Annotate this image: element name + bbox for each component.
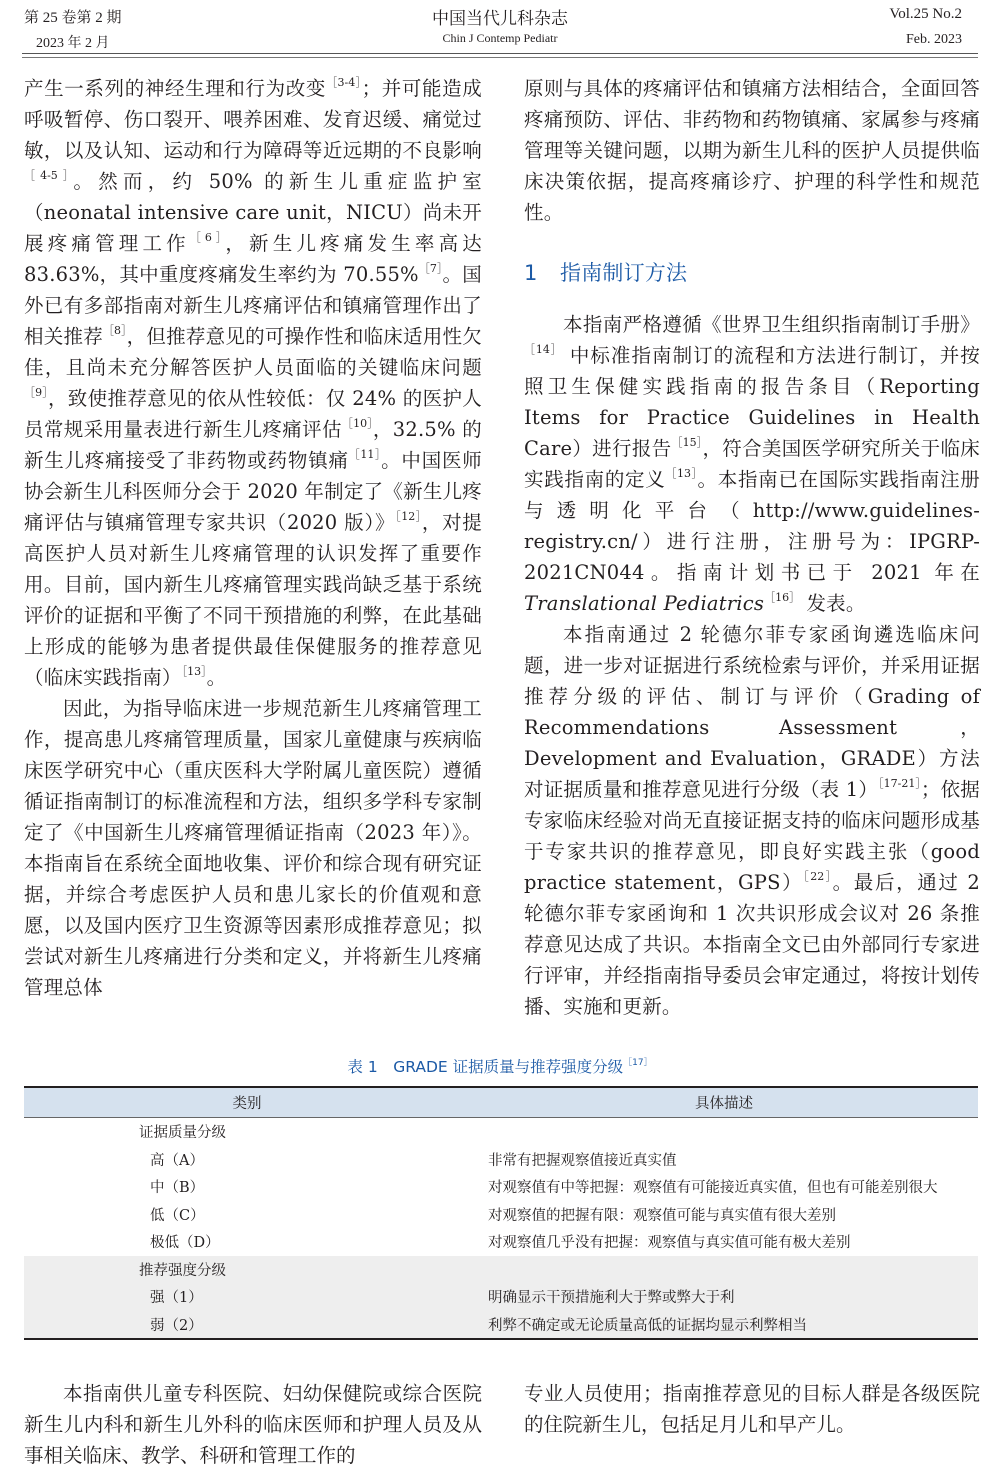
citation: ［22］ <box>803 870 833 883</box>
bottom-left-column <box>24 1378 482 1471</box>
grade-label: 弱（2） <box>24 1311 470 1340</box>
grade-label: 强（1） <box>24 1283 470 1311</box>
paragraph <box>524 309 980 619</box>
citation: ［6］ <box>189 231 226 244</box>
header-date-en: Feb. 2023 <box>906 32 962 47</box>
journal-title-en: Chin J Contemp Pediatr <box>442 31 558 45</box>
text-run: 本指南通过 2 轮德尔菲专家函询遴选临床问题，进一步对证据进行系统检索与评价，并采用证据推荐分级的评估、制订与评价（Grading of Recommendations Assessment， Development and Evaluation，GRADE）方法对证据质量和推荐意见进行分级（表 1） <box>524 623 980 801</box>
table-header-row <box>24 1087 978 1118</box>
text-run: 。然而，约 50% 的新生儿重症监护室（neonatal intensive care unit，NICU）尚未开展疼痛管理工作 <box>24 170 482 255</box>
section-description <box>470 1256 978 1284</box>
section-number: 1 <box>524 261 538 285</box>
grade-description: 明确显示干预措施利大于弊或弊大于利 <box>470 1283 978 1311</box>
paragraph: 本指南供儿童专科医院、妇幼保健院或综合医院新生儿内科和新生儿外科的临床医师和护理人员及从事相关临床、教学、科研和管理工作的 <box>24 1382 482 1467</box>
citation: ［11］ <box>348 448 382 461</box>
text-run: 产生一系列的神经生理和行为改变 <box>24 77 327 100</box>
table-row <box>24 1173 978 1201</box>
text-run: 。中国医师协会新生儿科医师分会于 2020 年制定了《新生儿疼痛评估与镇痛管理专家共识（2020 版）》 <box>24 449 482 534</box>
journal-name: Translational Pediatrics <box>524 592 765 615</box>
section-label: 证据质量分级 <box>139 1125 226 1142</box>
table-caption-text: 表 1 GRADE 证据质量与推荐强度分级 <box>347 1058 624 1076</box>
paragraph: 因此，为指导临床进一步规范新生儿疼痛管理工作，提高患儿疼痛管理质量，国家儿童健康与疾病临床医学研究中心（重庆医科大学附属儿童医院）遵循循证指南制订的标准流程和方法，组织多学科专家制定了《中国新生儿疼痛管理循证指南（2023 年）》。本指南旨在系统全面地收集、评价和综合现有研究证据，并综合考虑医护人员和患儿家长的价值观和意愿，以及国内医疗卫生资源等因素形成推荐意见；拟尝试对新生儿疼痛进行分类和定义，并将新生儿疼痛管理总体 <box>24 697 482 999</box>
citation: ［16］ <box>764 591 801 604</box>
grade-description: 对观察值几乎没有把握：观察值与真实值可能有极大差别 <box>488 1235 851 1252</box>
header-rule <box>22 53 978 58</box>
citation: ［4-5］ <box>24 169 74 182</box>
right-column <box>524 73 980 1022</box>
text-run: 中标准指南制订的流程和方法进行制订，并按照卫生保健实践指南的报告条目（Reporting Items for Practice Guidelines in Health Care）进行报告 <box>524 344 980 460</box>
section-title: 指南制订方法 <box>560 261 688 285</box>
header-date: 2023 年 2 月 <box>36 36 110 51</box>
column-header-description: 具体描述 <box>470 1087 978 1118</box>
grade-label: 低（C） <box>150 1207 205 1224</box>
grade-label: 极低（D） <box>150 1235 220 1252</box>
section-label: 推荐强度分级 <box>24 1256 470 1284</box>
text-run: ，对提高医护人员对新生儿疼痛管理的认识发挥了重要作用。目前，国内新生儿疼痛管理实践尚缺乏基于系统评价的证据和平衡了不同干预措施的利弊，在此基础上形成的能够为患者提供最佳保健服务的推荐意见（临床实践指南） <box>24 511 482 689</box>
table-row <box>24 1283 978 1311</box>
citation: ［13］ <box>181 665 207 678</box>
citation: ［9］ <box>24 386 48 399</box>
text-run: 。国外已有多部指南对新生儿疼痛评估和镇痛管理作出了相关推荐 <box>24 263 482 348</box>
paragraph: 专业人员使用；指南推荐意见的目标人群是各级医院的住院新生儿，包括足月儿和早产儿。 <box>524 1382 980 1436</box>
journal-title: 中国当代儿科杂志 <box>432 9 568 28</box>
section-description <box>470 1118 978 1146</box>
citation: ［17-21］ <box>878 777 921 790</box>
table-row <box>24 1201 978 1229</box>
citation: ［7］ <box>418 262 443 275</box>
grade-description: 非常有把握观察值接近真实值 <box>488 1152 677 1169</box>
text-run: ；并可能造成呼吸暂停、伤口裂开、喂养困难、发育迟缓、痛觉过敏，以及认知、运动和行为障碍等近远期的不良影响 <box>24 77 482 162</box>
paragraph: 原则与具体的疼痛评估和镇痛方法相结合，全面回答疼痛预防、评估、非药物和药物镇痛、家属参与疼痛管理等关键问题，以期为新生儿科的医护人员提供临床决策依据，提高疼痛诊疗、护理的科学性和规范性。 <box>524 77 980 224</box>
header-volume-issue: 第 25 卷第 2 期 <box>24 10 122 26</box>
citation: ［14］ <box>524 343 563 356</box>
section-heading <box>524 258 980 289</box>
left-column <box>24 73 482 1003</box>
grade-description: 对观察值有中等把握：观察值有可能接近真实值，但也有可能差别很大 <box>488 1180 938 1197</box>
paragraph <box>524 619 980 1022</box>
header-volume-issue-en: Vol.25 No.2 <box>889 6 962 22</box>
table-section-row <box>24 1118 978 1146</box>
text-run: ，致使推荐意见的依从性较低：仅 24% 的医护人员常规采用量表进行新生儿疼痛评估 <box>24 387 482 441</box>
table-caption <box>0 1055 1000 1077</box>
text-run: 。最后，通过 2 轮德尔菲专家函询和 1 次共识形成会议对 26 条推荐意见达成了共识。本指南全文已由外部同行专家进行评审，并经指南指导委员会审定通过，将按计划传播、实施和更新。 <box>524 871 981 1018</box>
citation: ［10］ <box>341 417 373 430</box>
grade-description: 利弊不确定或无论质量高低的证据均显示利弊相当 <box>470 1311 978 1340</box>
column-header-category: 类别 <box>24 1087 470 1118</box>
text-run: ，符合美国医学研究所关于临床实践指南的定义 <box>524 437 980 491</box>
citation: ［12］ <box>395 510 422 523</box>
table-section-row <box>24 1256 978 1284</box>
table-row <box>24 1311 978 1340</box>
table-row <box>24 1228 978 1256</box>
grade-label: 高（A） <box>150 1152 204 1169</box>
text-run: 。 <box>206 666 227 689</box>
text-run: 本指南严格遵循《世界卫生组织指南制订手册》 <box>563 313 980 336</box>
text-run: ，但推荐意见的可操作性和临床适用性欠佳，且尚未充分解答医护人员面临的关键临床问题 <box>24 325 482 379</box>
citation: ［13］ <box>665 467 698 480</box>
bottom-right-column <box>524 1378 980 1440</box>
text-run: 。本指南已在国际实践指南注册与透明化平台（http://www.guidelines-registry.cn/）进行注册，注册号为：IPGRP-2021CN044。指南计划书已于 2021 年在 <box>524 468 981 584</box>
grade-description: 对观察值的把握有限：观察值可能与真实值有很大差别 <box>488 1207 836 1224</box>
grade-table <box>24 1086 978 1340</box>
table-row <box>24 1146 978 1174</box>
text-run: ，新生儿疼痛发生率高达 83.63%，其中重度疼痛发生率约为 70.55% <box>24 232 483 286</box>
grade-label: 中（B） <box>150 1180 205 1197</box>
citation: ［15］ <box>671 436 703 449</box>
table-body <box>24 1118 978 1340</box>
text-run: ；依据专家临床经验对尚无直接证据支持的临床问题形成基于专家共识的推荐意见，即良好实践主张（good practice statement，GPS） <box>524 778 980 894</box>
citation: ［3-4］ <box>326 76 362 89</box>
citation: ［17］ <box>623 1058 653 1068</box>
paragraph <box>24 73 482 693</box>
text-run: 发表。 <box>800 592 866 615</box>
text-run: ，32.5% 的新生儿疼痛接受了非药物或药物镇痛 <box>24 418 483 472</box>
citation: ［8］ <box>102 324 127 337</box>
